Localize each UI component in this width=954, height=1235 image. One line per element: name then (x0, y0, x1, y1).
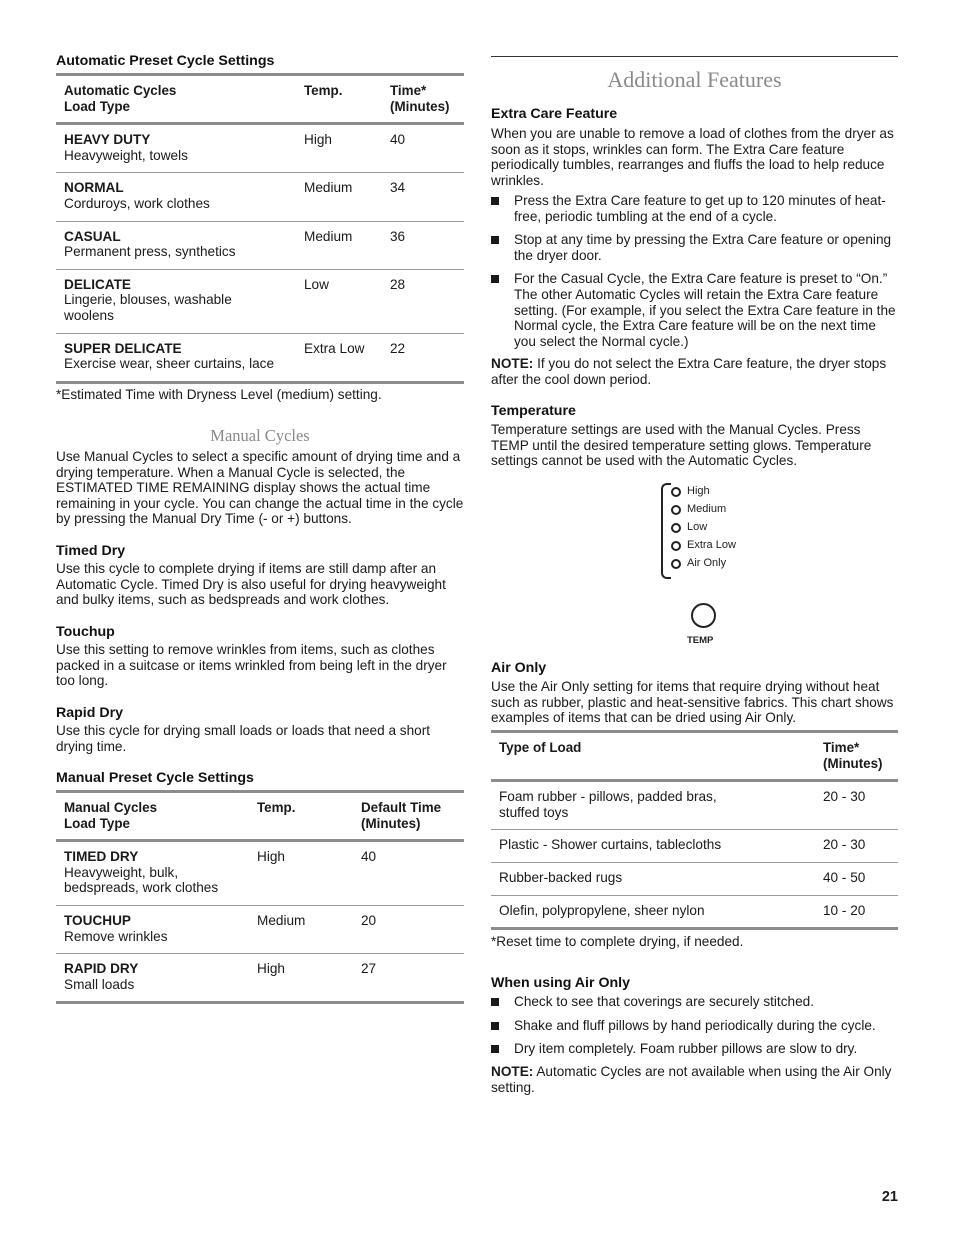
extra-care-text: When you are unable to remove a load of clothes from the dryer as soon as it stops, wrinkles can form. The Extra Care feature periodically tumbles, rearranges and fluffs the load to help reduce wrinkles. (491, 126, 894, 188)
cycle-temp: High (257, 961, 285, 977)
temp-option-air-only[interactable]: Air Only (671, 556, 726, 572)
air-only-bullets (491, 994, 898, 1057)
temp-option-extra-low[interactable]: Extra Low (671, 538, 736, 554)
indicator-light-icon (671, 487, 681, 497)
cycle-name: RAPID DRY (64, 961, 139, 977)
rapid-dry-text: Use this cycle for drying small loads or loads that need a short drying time. (56, 723, 431, 754)
cycle-desc: Heavyweight, bulk, bedspreads, work clothes (64, 864, 219, 896)
timed-dry-heading: Timed Dry (56, 543, 126, 559)
extra-care-heading: Extra Care Feature (491, 106, 618, 122)
temp-button-circle[interactable] (691, 603, 716, 628)
table-row (56, 841, 464, 906)
table-row (56, 905, 464, 953)
air-only-table-wrap (491, 730, 898, 930)
cycle-name: CASUAL (64, 228, 121, 244)
note-text: Automatic Cycles are not available when using the Air Only setting. (491, 1064, 892, 1095)
indicator-light-icon (671, 541, 681, 551)
cycle-time: 36 (382, 221, 464, 269)
table-row (56, 333, 464, 382)
temperature-text: Temperature settings are used with the Manual Cycles. Press TEMP until the desired temperature setting glows. Temperature settings cannot be used with the Automatic Cycles. (491, 422, 872, 469)
load-type: Plastic - Shower curtains, tablecloths (491, 830, 815, 863)
load-type: Olefin, polypropylene, sheer nylon (499, 902, 705, 918)
temp-option-medium[interactable]: Medium (671, 502, 726, 518)
table-row (491, 781, 898, 830)
air-only-heading: Air Only (491, 660, 547, 676)
temp-option-high[interactable]: High (671, 484, 710, 500)
cycle-desc: Corduroys, work clothes (64, 195, 210, 211)
cycle-desc: Exercise wear, sheer curtains, lace (64, 356, 275, 372)
panel-bracket (661, 483, 671, 579)
cycle-name: NORMAL (64, 180, 124, 196)
table-row (56, 173, 464, 221)
cycle-time: 28 (382, 269, 464, 333)
auto-preset-table (56, 73, 464, 384)
load-time: 20 - 30 (815, 781, 898, 830)
touchup-heading: Touchup (56, 624, 115, 640)
table-row (491, 830, 898, 863)
cycle-temp: High (249, 841, 353, 906)
cycle-name: TOUCHUP (64, 912, 131, 928)
cycle-time: 40 (382, 124, 464, 173)
cycle-temp: High (296, 124, 382, 173)
table-row (491, 895, 898, 929)
note-label: NOTE: (491, 1064, 534, 1079)
table-row (56, 954, 464, 1003)
temp-button-label: TEMP (687, 635, 714, 646)
table-row (491, 862, 898, 895)
auto-col-load: Automatic Cycles Load Type (56, 75, 296, 124)
auto-col-temp: Temp. (296, 75, 382, 124)
table-row (56, 124, 464, 173)
temp-option-low[interactable]: Low (671, 520, 707, 536)
cycle-name: HEAVY DUTY (64, 132, 151, 148)
list-item: Check to see that coverings are securely stitched. (491, 994, 898, 1010)
section-rule (491, 56, 898, 57)
manual-preset-table-wrap (56, 790, 464, 1004)
list-item: Press the Extra Care feature to get up to 120 minutes of heat-free, periodic tumbling at the end of a cycle. (491, 193, 898, 224)
cycle-desc: Small loads (64, 976, 135, 992)
temperature-heading: Temperature (491, 403, 576, 419)
manual-cycles-title: Manual Cycles (210, 426, 310, 445)
list-item: For the Casual Cycle, the Extra Care feature is preset to “On.” The other Automatic Cycles will retain the Extra Care feature setting. (For example, if you select the Extra Care feature in the Normal cycle, the Extra Care feature will be on the next time you select the Normal cycle.) (491, 271, 898, 349)
rapid-dry-heading: Rapid Dry (56, 705, 124, 721)
manual-col-load: Manual Cycles Load Type (56, 792, 249, 841)
cycle-time: 20 (353, 905, 464, 953)
cycle-time: 27 (361, 961, 377, 977)
manual-preset-heading: Manual Preset Cycle Settings (56, 770, 254, 786)
cycle-desc: Remove wrinkles (64, 928, 168, 944)
cycle-temp: Medium (249, 905, 353, 953)
note-text: If you do not select the Extra Care feature, the dryer stops after the cool down period. (491, 356, 887, 387)
additional-features-title: Additional Features (607, 67, 782, 92)
air-footnote: *Reset time to complete drying, if needed. (491, 934, 744, 949)
auto-footnote: *Estimated Time with Dryness Level (medium) setting. (56, 387, 382, 402)
manual-col-time: Default Time (Minutes) (353, 792, 464, 841)
auto-preset-heading: Automatic Preset Cycle Settings (56, 53, 275, 69)
table-row (56, 221, 464, 269)
timed-dry-text: Use this cycle to complete drying if items are still damp after an Automatic Cycle. Timed Dry is also useful for drying heavyweight and bulky items, such as bedspreads and work clothes. (56, 561, 446, 608)
cycle-time: 40 (353, 841, 464, 906)
load-time: 10 - 20 (823, 902, 866, 918)
load-type: Rubber-backed rugs (491, 862, 815, 895)
indicator-light-icon (671, 523, 681, 533)
cycle-temp: Medium (296, 173, 382, 221)
cycle-name: DELICATE (64, 276, 131, 292)
cycle-desc: Lingerie, blouses, washable woolens (64, 292, 232, 323)
cycle-time: 34 (382, 173, 464, 221)
manual-col-temp: Temp. (249, 792, 353, 841)
cycle-temp: Low (296, 269, 382, 333)
load-time: 20 - 30 (815, 830, 898, 863)
list-item: Stop at any time by pressing the Extra Care feature or opening the dryer door. (491, 232, 898, 263)
air-only-note (491, 1064, 898, 1095)
cycle-name: TIMED DRY (64, 849, 139, 865)
cycle-desc: Permanent press, synthetics (64, 244, 236, 260)
when-using-air-only-heading: When using Air Only (491, 975, 630, 991)
auto-preset-table-wrap (56, 73, 464, 384)
table-row (56, 269, 464, 333)
indicator-light-icon (671, 505, 681, 515)
air-col-time: Time* (Minutes) (815, 732, 898, 781)
temperature-control-panel (657, 483, 767, 648)
auto-col-time: Time* (Minutes) (382, 75, 464, 124)
load-time: 40 - 50 (815, 862, 898, 895)
cycle-name: SUPER DELICATE (64, 340, 182, 356)
page-number: 21 (881, 1189, 898, 1205)
cycle-desc: Heavyweight, towels (64, 147, 188, 163)
manual-intro-text: Use Manual Cycles to select a specific amount of drying time and a drying temperature. When a Manual Cycle is selected, the ESTIMATED TIME REMAINING display shows the actual time remaining in your cycle. You can change the actual time in the cycle by pressing the Manual Dry Time (- or +) buttons. (56, 449, 464, 527)
air-only-text: Use the Air Only setting for items that require drying without heat such as rubber, plastic and heat-sensitive fabrics. This chart shows examples of items that can be dried using Air Only. (491, 679, 894, 726)
cycle-time: 22 (390, 340, 406, 356)
note-label: NOTE: (491, 356, 534, 371)
air-only-table (491, 730, 898, 930)
touchup-text: Use this setting to remove wrinkles from items, such as clothes packed in a suitcase or items wrinkled from being left in the dryer too long. (56, 642, 447, 689)
extra-care-bullets (491, 193, 898, 349)
cycle-temp: Medium (296, 221, 382, 269)
manual-preset-table (56, 790, 464, 1004)
indicator-light-icon (671, 559, 681, 569)
air-col-load: Type of Load (491, 732, 815, 781)
load-type: Foam rubber - pillows, padded bras, stuffed toys (491, 781, 815, 830)
list-item: Dry item completely. Foam rubber pillows are slow to dry. (491, 1041, 898, 1057)
cycle-temp: Extra Low (304, 340, 365, 356)
extra-care-note (491, 356, 898, 387)
list-item: Shake and fluff pillows by hand periodically during the cycle. (491, 1018, 898, 1034)
